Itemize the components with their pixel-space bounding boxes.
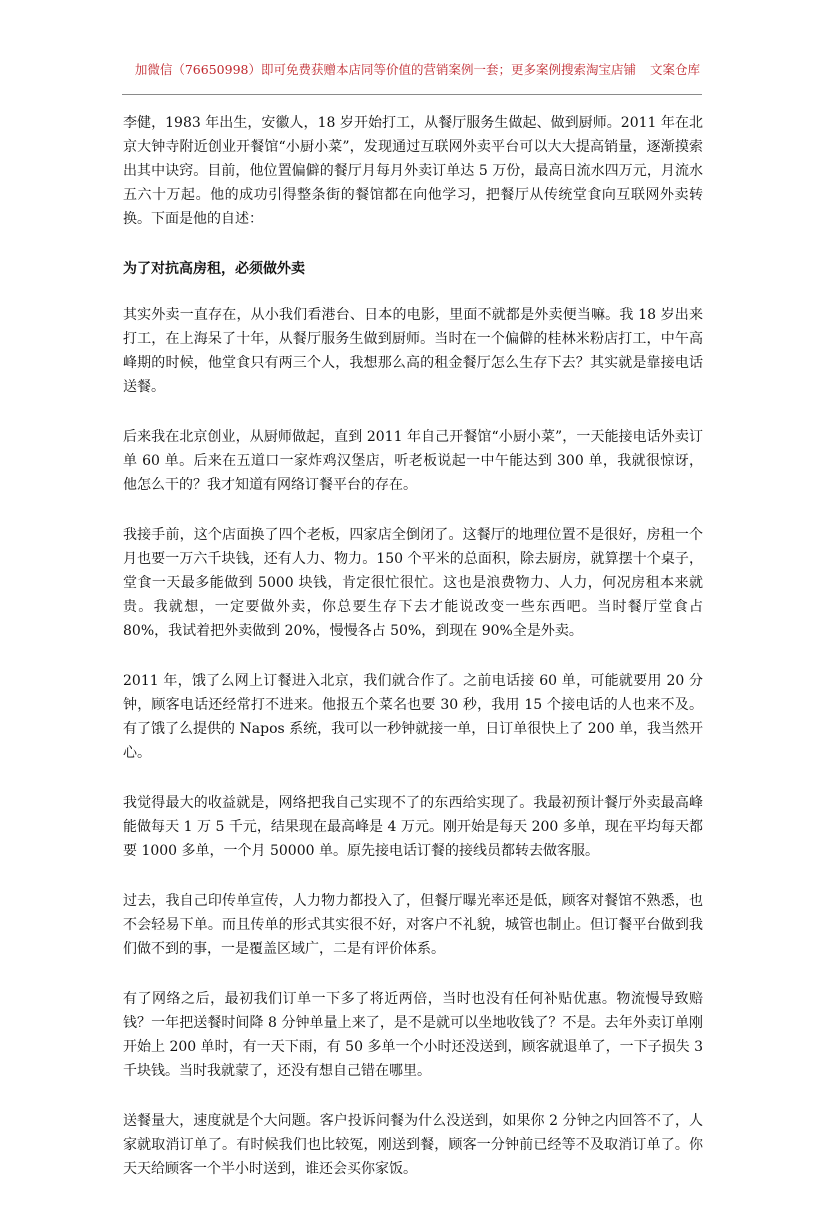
body-paragraph: 过去，我自己印传单宣传，人力物力都投入了，但餐厅曝光率还是低，顾客对餐馆不熟悉，也不会轻易下单。而且传单的形式其实很不好，对客户不礼貌，城管也制止。但订餐平台做到我们做不到的事，一是覆盖区域广，二是有评价体系。 (123, 893, 703, 957)
body-paragraph: 2011 年，饿了么网上订餐进入北京，我们就合作了。之前电话接 60 单，可能就要用 20 分钟，顾客电话还经常打不进来。他报五个菜名也要 30 秒，我用 15 个接电话的人也来不及。有了饿了么提供的 Napos 系统，我可以一秒钟就接一单，日订单很快上了 200 单，我当然开心。 (123, 673, 703, 761)
body-paragraph: 我觉得最大的收益就是，网络把我自己实现不了的东西给实现了。我最初预计餐厅外卖最高峰能做每天 1 万 5 千元，结果现在最高峰是 4 万元。刚开始是每天 200 多单，现在平均每天都要 1000 多单，一个月 50000 单。原先接电话订餐的接线员都转去做客服。 (123, 795, 703, 859)
body-paragraph: 我接手前，这个店面换了四个老板，四家店全倒闭了。这餐厅的地理位置不是很好，房租一个月也要一万六千块钱，还有人力、物力。150 个平米的总面积，除去厨房，就算摆十个桌子，堂食一天最多能做到 5000 块钱，肯定很忙很忙。这也是浪费物力、人力，何况房租本来就贵。我就想，一定要做外卖，你总要生存下去才能说改变一些东西吧。当时餐厅堂食占 80%，我试着把外卖做到 20%，慢慢各占 50%，到现在 90%全是外卖。 (123, 527, 703, 639)
article-body (123, 111, 703, 1207)
intro-paragraph: 李健，1983 年出生，安徽人，18 岁开始打工，从餐厅服务生做起、做到厨师。2011 年在北京大钟寺附近创业开餐馆“小厨小菜”，发现通过互联网外卖平台可以大大提高销量，逐渐摸索出其中诀窍。目前，他位置偏僻的餐厅月每月外卖订单达 5 万份，最高日流水四万元，月流水五六十万起。他的成功引得整条街的餐馆都在向他学习，把餐厅从传统堂食向互联网外卖转换。下面是他的自述： (123, 115, 703, 227)
page-header (0, 60, 700, 78)
body-paragraph: 有了网络之后，最初我们订单一下多了将近两倍，当时也没有任何补贴优惠。物流慢导致赔钱？一年把送餐时间降 8 分钟单量上来了，是不是就可以坐地收钱了？不是。去年外卖订单刚开始上 200 单时，有一天下雨，有 50 多单一个小时还没送到，顾客就退单了，一下子损失 3 千块钱。当时我就蒙了，还没有想自己错在哪里。 (123, 991, 703, 1079)
body-paragraph: 送餐量大，速度就是个大问题。客户投诉问餐为什么没送到，如果你 2 分钟之内回答不了，人家就取消订单了。有时候我们也比较冤，刚送到餐，顾客一分钟前已经等不及取消订单了。你天天给顾客一个半小时送到，谁还会买你家饭。 (123, 1113, 703, 1177)
section-heading: 为了对抗高房租，必须做外卖 (123, 261, 305, 277)
body-paragraph: 其实外卖一直存在，从小我们看港台、日本的电影，里面不就都是外卖便当嘛。我 18 岁出来打工，在上海呆了十年，从餐厅服务生做到厨师。当时在一个偏僻的桂林米粉店打工，中午高峰期的时候，他堂食只有两三个人，我想那么高的租金餐厅怎么生存下去？其实就是靠接电话送餐。 (123, 307, 703, 395)
header-promo-text: 加微信（76650998）即可免费获赠本店同等价值的营销案例一套；更多案例搜索淘宝店铺 (134, 62, 636, 77)
header-shop-name: 文案仓库 (649, 62, 700, 77)
header-divider (122, 94, 702, 95)
body-paragraph: 后来我在北京创业，从厨师做起，直到 2011 年自己开餐馆“小厨小菜”，一天能接电话外卖订单 60 单。后来在五道口一家炸鸡汉堡店，听老板说起一中午能达到 300 单，我就很惊讶，他怎么干的？我才知道有网络订餐平台的存在。 (123, 429, 703, 493)
